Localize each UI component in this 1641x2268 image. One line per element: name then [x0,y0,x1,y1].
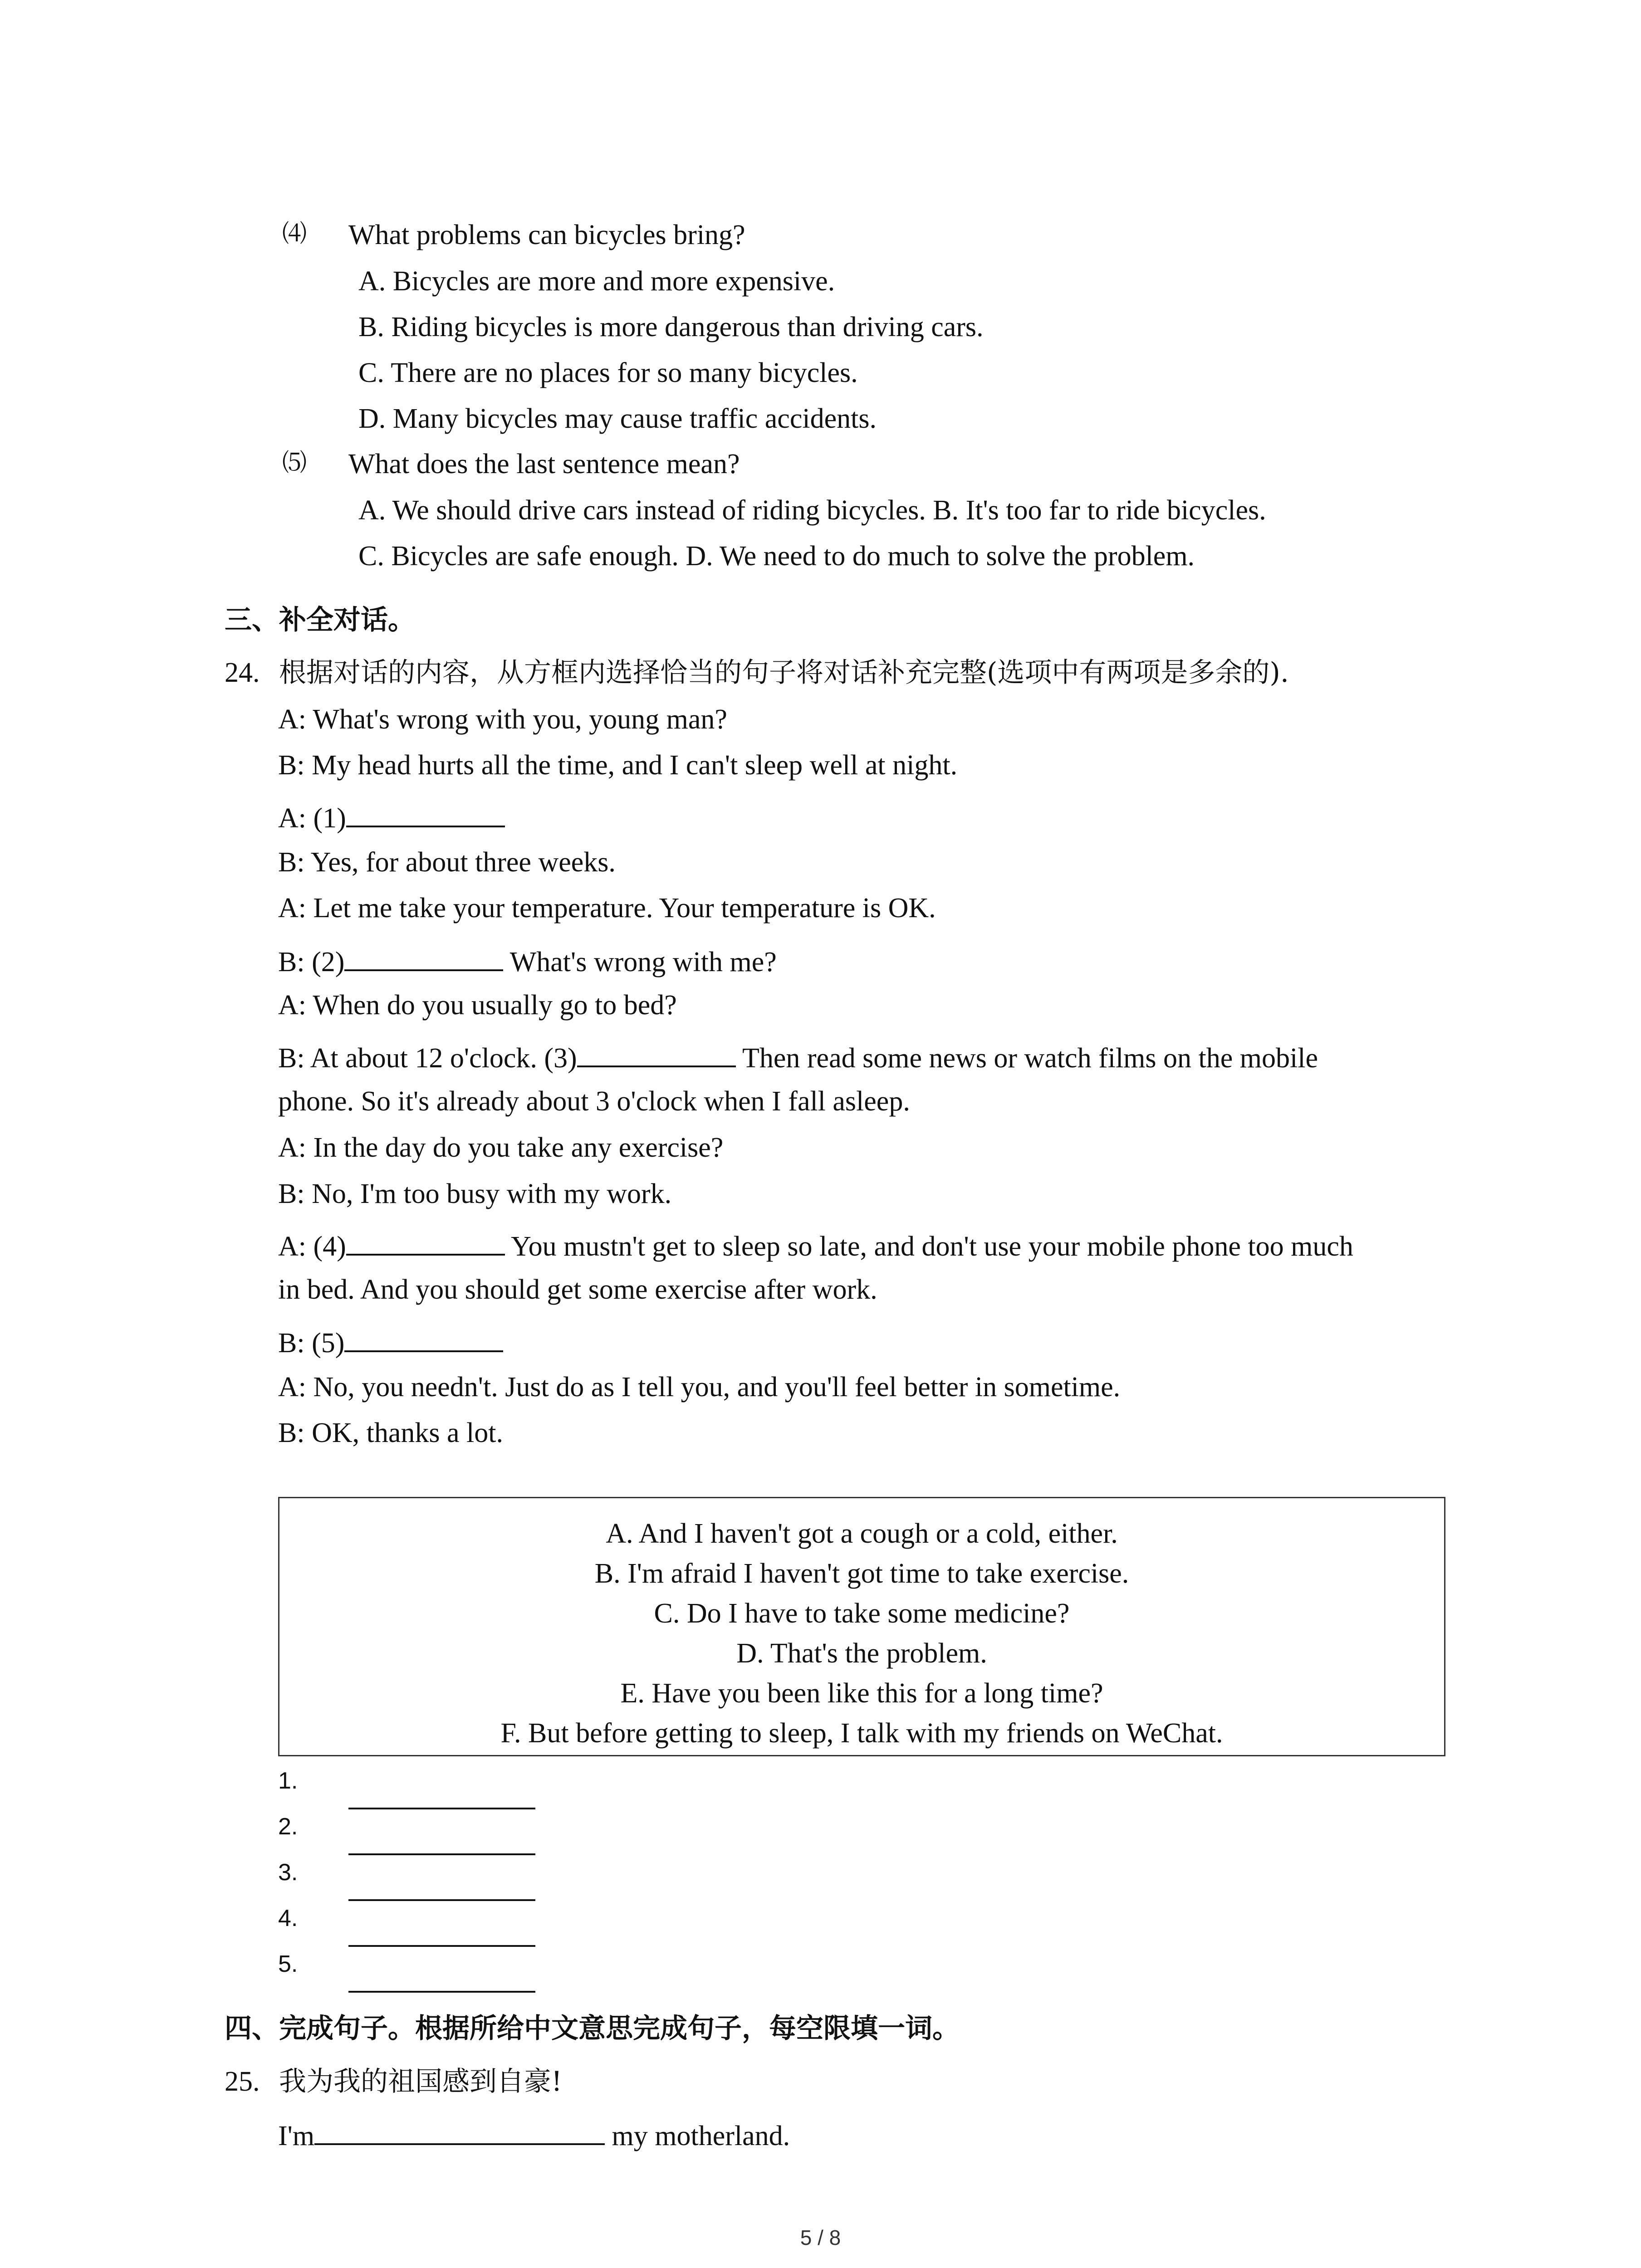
dialogue-line-11-suffix: You mustn't get to sleep so late, and don't use your mobile phone too much [505,1231,1353,1262]
dialogue-line-5: A: Let me take your temperature. Your temperature is OK. [278,893,936,924]
question-25-chinese: 我为我的祖国感到自豪! [279,2066,563,2097]
question-25-prefix: I'm [278,2121,315,2151]
sub-question-4-text: What problems can bicycles bring? [348,220,745,250]
dialogue-line-1: A: What's wrong with you, young man? [278,704,727,735]
dialogue-line-6-prefix: B: (2) [278,947,345,978]
dialogue-line-8-suffix: Then read some news or watch films on the mobile [735,1043,1318,1074]
page-indicator: 5 / 8 [800,2226,841,2249]
dialogue-line-14: B: OK, thanks a lot. [278,1418,503,1448]
dialogue-line-9: A: In the day do you take any exercise? [278,1132,724,1163]
option-4c: C. There are no places for so many bicycles. [358,357,858,388]
box-option-c: C. Do I have to take some medicine? [654,1598,1070,1629]
answer-line-2[interactable] [348,1853,535,1855]
answer-number-5: 5. [278,1951,298,1977]
option-4a: A. Bicycles are more and more expensive. [358,266,835,297]
dialogue-line-8-prefix: B: At about 12 o'clock. (3) [278,1043,577,1074]
blank-1[interactable] [346,797,505,827]
dialogue-line-12 [278,1322,503,1361]
dialogue-line-6-suffix: What's wrong with me? [503,947,777,978]
dialogue-line-3-prefix: A: (1) [278,803,346,834]
option-box [278,1497,1445,1756]
dialogue-line-11-continued: in bed. And you should get some exercise after work. [278,1274,877,1305]
option-4d: D. Many bicycles may cause traffic accidents. [358,403,877,434]
section-3-heading: 三、补全对话。 [225,604,415,636]
dialogue-line-11 [278,1226,1353,1265]
question-25-number: 25. [225,2066,260,2097]
blank-4[interactable] [346,1226,505,1256]
dialogue-line-4: B: Yes, for about three weeks. [278,847,616,878]
sub-question-number-5: ⑸ [282,449,307,476]
question-25-suffix: my motherland. [605,2121,790,2151]
box-option-b: B. I'm afraid I haven't got time to take exercise. [594,1558,1129,1589]
box-option-d: D. That's the problem. [736,1638,987,1669]
dialogue-line-8-continued: phone. So it's already about 3 o'clock when I fall asleep. [278,1086,910,1117]
options-5-line2: C. Bicycles are safe enough. D. We need to do much to solve the problem. [358,541,1195,572]
section-4-heading: 四、完成句子。根据所给中文意思完成句子，每空限填一词。 [225,2013,960,2044]
answer-number-4: 4. [278,1905,298,1931]
box-option-f: F. But before getting to sleep, I talk with my friends on WeChat. [500,1718,1223,1749]
answer-line-4[interactable] [348,1945,535,1947]
options-5-line1: A. We should drive cars instead of riding bicycles. B. It's too far to ride bicycles. [358,495,1266,526]
dialogue-line-6 [278,941,777,980]
blank-3[interactable] [577,1037,736,1067]
answer-line-5[interactable] [348,1991,535,1993]
question-25-sentence [278,2115,790,2154]
blank-2[interactable] [344,941,503,971]
answer-number-2: 2. [278,1813,298,1840]
sub-question-number-4: ⑷ [282,220,307,247]
dialogue-line-2: B: My head hurts all the time, and I can't sleep well at night. [278,750,958,781]
box-option-e: E. Have you been like this for a long time? [620,1678,1103,1709]
dialogue-line-13: A: No, you needn't. Just do as I tell you, and you'll feel better in sometime. [278,1372,1121,1403]
question-24-instruction: 根据对话的内容，从方框内选择恰当的句子将对话补充完整(选项中有两项是多余的). [279,657,1289,689]
answer-line-1[interactable] [348,1808,535,1809]
dialogue-line-11-prefix: A: (4) [278,1231,346,1262]
option-4b: B. Riding bicycles is more dangerous than driving cars. [358,312,984,342]
question-24-number: 24. [225,657,260,688]
answer-number-1: 1. [278,1768,298,1794]
dialogue-line-10: B: No, I'm too busy with my work. [278,1178,672,1209]
dialogue-line-8 [278,1037,1318,1076]
blank-25[interactable] [314,2115,605,2145]
answer-line-3[interactable] [348,1899,535,1901]
sub-question-5-text: What does the last sentence mean? [348,449,740,479]
dialogue-line-7: A: When do you usually go to bed? [278,990,677,1021]
blank-5[interactable] [344,1322,503,1352]
answer-number-3: 3. [278,1859,298,1886]
dialogue-line-12-prefix: B: (5) [278,1328,345,1359]
dialogue-line-3 [278,797,505,836]
box-option-a: A. And I haven't got a cough or a cold, either. [606,1518,1118,1549]
